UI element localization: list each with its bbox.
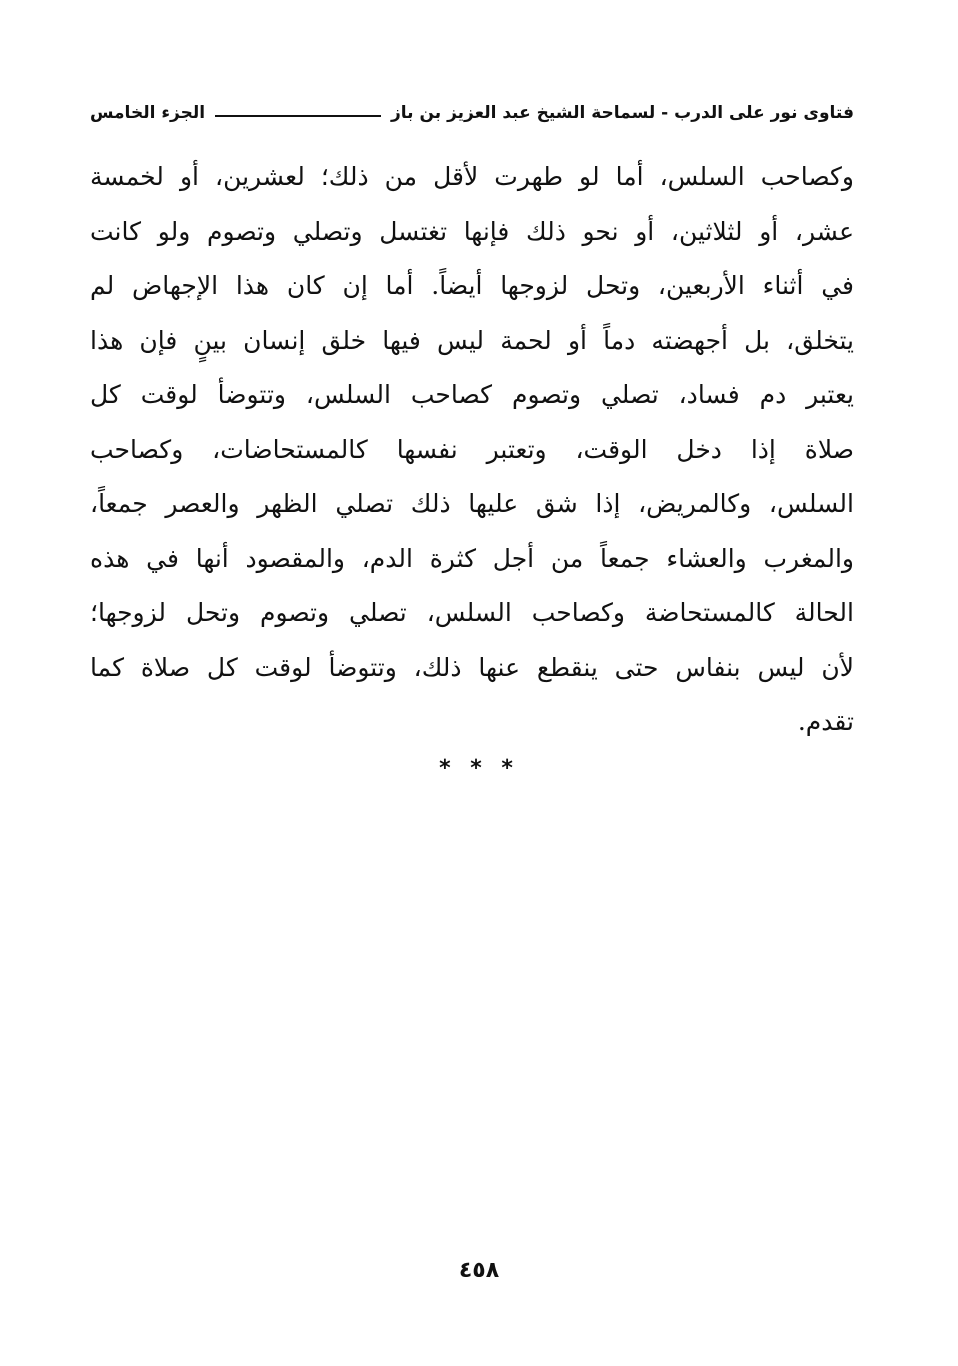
- body-line: والمغرب والعشاء جمعاً من أجل كثرة الدم، والمقصود أنها في هذه: [90, 543, 854, 573]
- page-number: ٤٥٨: [458, 1258, 500, 1283]
- body-line-final: تقدم.: [797, 707, 854, 736]
- body-line: في أثناء الأربعين، وتحل لزوجها أيضاً. أما إن كان هذا الإجهاض لم: [90, 271, 854, 300]
- body-line: لأن ليس بنفاس حتى ينقطع عنها ذلك، وتتوضأ لوقت كل صلاة كما: [90, 652, 854, 682]
- body-line: يعتبر دم فساد، تصلي وتصوم كصاحب السلس، وتتوضأ لوقت كل: [90, 380, 854, 409]
- fatwa-body-text: [90, 150, 854, 750]
- body-line: صلاة إذا دخل الوقت، وتعتبر نفسها كالمستحاضات، وكصاحب: [90, 434, 854, 464]
- header-volume-label: الجزء الخامس: [90, 103, 206, 123]
- header-rule: [215, 115, 381, 117]
- body-line: وكصاحب السلس، أما لو طهرت لأقل من ذلك؛ لعشرين، أو لخمسة: [90, 162, 854, 191]
- body-line: الحالة كالمستحاضة وكصاحب السلس، تصلي وتصوم وتحل لزوجها؛: [90, 598, 854, 627]
- body-line: يتخلق، بل أجهضته دماً أو لحمة ليس فيها خلق إنسان بينٍ فإن هذا: [90, 325, 854, 355]
- body-line: عشر، أو لثلاثين، أو نحو ذلك فإنها تغتسل وتصلي وتصوم ولو كانت: [90, 216, 854, 246]
- section-separator-asterisks: * * *: [439, 756, 519, 781]
- header-book-title: فتاوى نور على الدرب - لسماحة الشيخ عبد العزيز بن باز: [391, 103, 854, 123]
- running-header: [90, 96, 854, 130]
- body-line: السلس، وكالمريض، إذا شق عليها ذلك تصلي الظهر والعصر جمعاً،: [90, 489, 854, 518]
